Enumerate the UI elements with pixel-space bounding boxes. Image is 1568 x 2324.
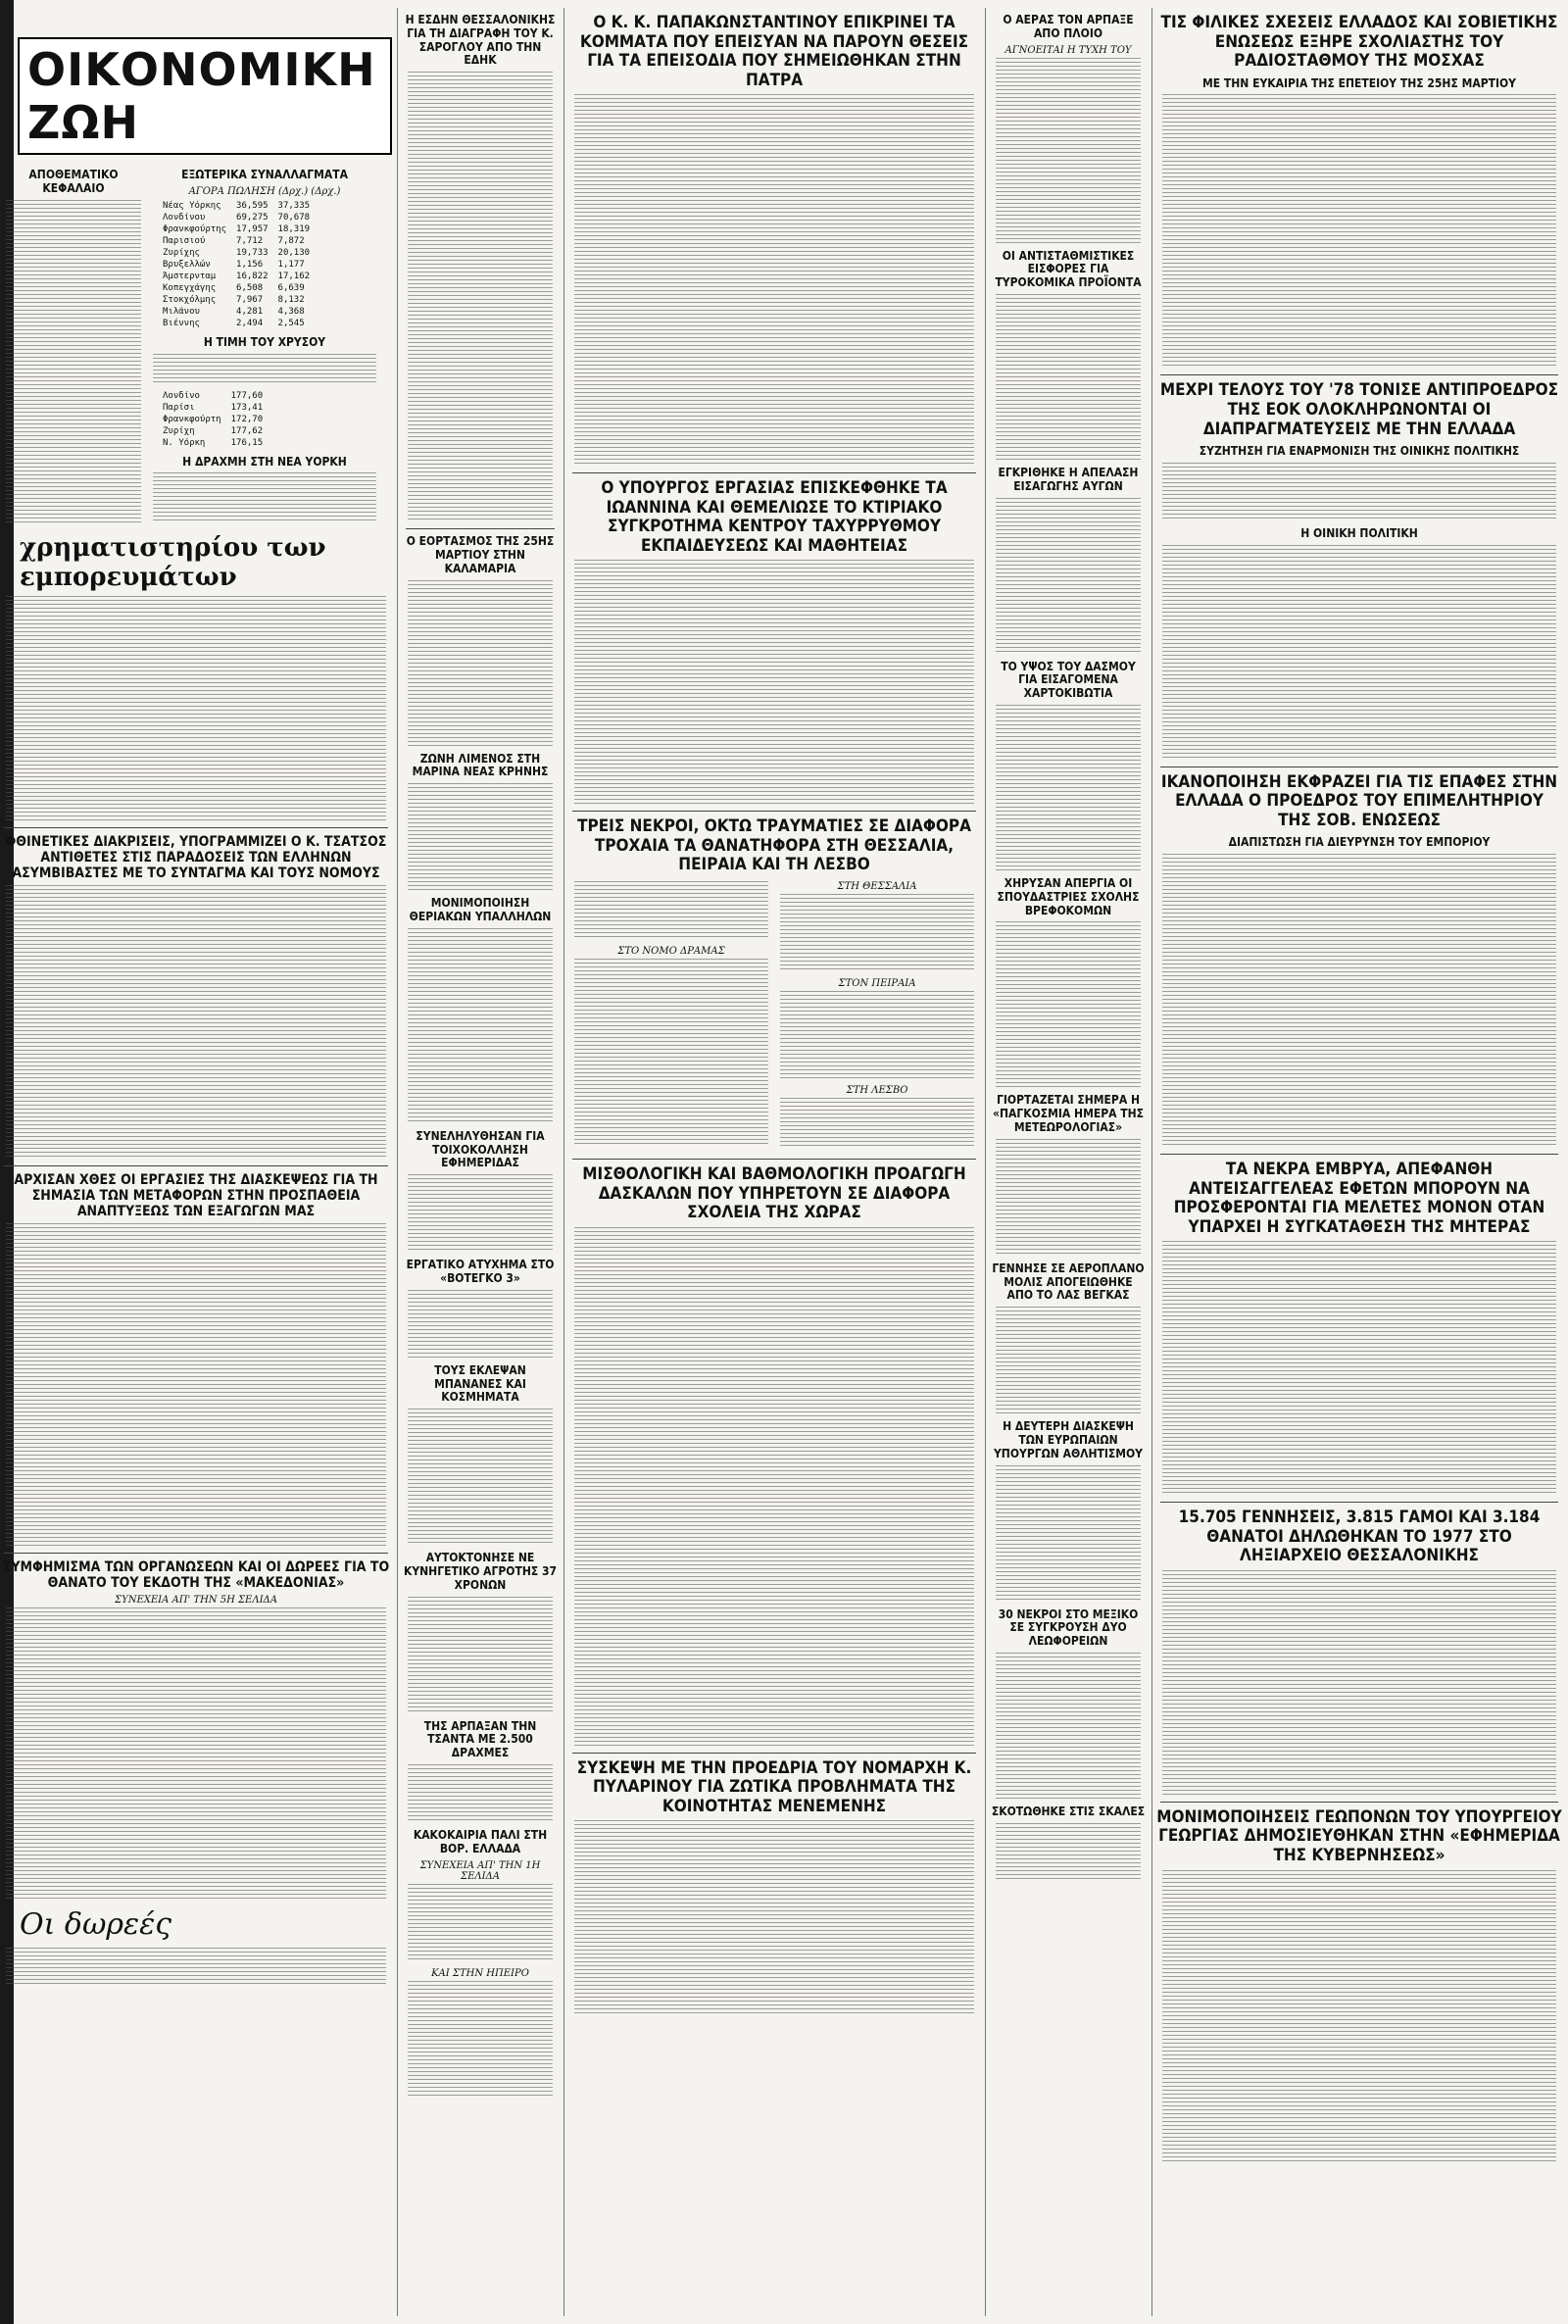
weather-epirus-text [408, 1981, 553, 2099]
exchange-row-cell: 17,162 [277, 271, 311, 281]
gold-row-cell: Λονδίνο [163, 390, 200, 401]
menemeni-text [574, 1820, 974, 2016]
gold-table [157, 389, 269, 450]
mexico-headline: 30 ΝΕΚΡΟΙ ΣΤΟ ΜΕΞΙΚΟ ΣΕ ΣΥΓΚΡΟΥΣΗ ΔΥΟ ΛΕΩΦΟΡΕΙΩΝ [998, 1607, 1139, 1649]
march25-text [408, 580, 553, 747]
gold-row-cell: 173,41 [230, 402, 264, 413]
gold-row-cell: Ζυρίχη [163, 425, 195, 436]
commodities-heading: χρηματιστηρίου των εμπορευμάτων [20, 532, 326, 592]
exchange-row-cell: Νέας Υόρκης [163, 200, 221, 211]
sports-ministers-text [996, 1465, 1141, 1603]
cheese-headline: ΟΙ ΑΝΤΙΣΤΑΘΜΙΣΤΙΚΕΣ ΕΙΣΦΟΡΕΣ ΓΙΑ ΤΥΡΟΚΟΜΙΚΑ ΠΡΟΪΟΝΤΑ [995, 248, 1142, 290]
eec-sub: ΣΥΖΗΤΗΣΗ ΓΙΑ ΕΝΑΡΜΟΝΙΣΗ ΤΗΣ ΟΙΝΙΚΗΣ ΠΟΛΙΤΙΚΗΣ [1199, 444, 1520, 459]
exchange-row-cell: 16,822 [236, 271, 269, 281]
papakonstantinou-text [574, 94, 974, 467]
conference-headline: ΑΡΧΙΣΑΝ ΧΘΕΣ ΟΙ ΕΡΓΑΣΙΕΣ ΤΗΣ ΔΙΑΣΚΕΨΕΩΣ ΓΙΑ ΤΗ ΣΗΜΑΣΙΑ ΤΩΝ ΜΕΤΑΦΟΡΩΝ ΣΤΗΝ ΠΡΟΣΠΑΘΕΙΑ ΑΝΑΠΤΥΞΕΩΣ ΤΩΝ ΕΞΑΓΩΓΩΝ ΜΑΣ [14, 1171, 378, 1220]
sub-thessalia: ΣΤΗ ΘΕΣΣΑΛΙΑ [837, 881, 917, 893]
exchange-row [159, 201, 314, 211]
weather-continued: ΣΥΝΕΧΕΙΑ ΑΠ' ΤΗΝ 1Η ΣΕΛΙΔΑ [419, 1859, 541, 1882]
exchange-row-cell: 6,639 [277, 282, 305, 293]
exchange-row-cell: 18,319 [277, 223, 311, 234]
exchange-row-cell: 20,130 [277, 247, 311, 258]
exchange-row-cell: Άμστερνταμ [163, 271, 217, 281]
bananas-headline: ΤΟΥΣ ΕΚΛΕΨΑΝ ΜΠΑΝΑΝΕΣ ΚΑΙ ΚΟΣΜΗΜΑΤΑ [434, 1362, 526, 1405]
weather-headline: ΚΑΚΟΚΑΙΡΙΑ ΠΑΛΙ ΣΤΗ ΒΟΡ. ΕΛΛΑΔΑ [413, 1827, 548, 1855]
exchange-row-cell: 4,281 [236, 306, 264, 317]
cartons-text [996, 705, 1141, 871]
exchange-row-cell: 2,545 [277, 318, 305, 328]
exchange-row-cell: Ζυρίχης [163, 247, 200, 258]
exchange-row [159, 272, 314, 281]
cheese-text [996, 294, 1141, 461]
column-international [1156, 8, 1562, 2316]
accidents-intro [574, 881, 768, 940]
bag-headline: ΤΗΣ ΑΡΠΑΞΑΝ ΤΗΝ ΤΣΑΝΤΑ ΜΕ 2.500 ΔΡΑΧΜΕΣ [423, 1718, 537, 1760]
sports-ministers-headline: Η ΔΕΥΤΕΡΗ ΔΙΑΣΚΕΨΗ ΤΩΝ ΕΥΡΩΠΑΙΩΝ ΥΠΟΥΡΓΩΝ ΑΘΛΗΤΙΣΜΟΥ [993, 1419, 1143, 1460]
suicide-text [408, 1597, 553, 1714]
menemeni-headline: ΣΥΣΚΕΨΗ ΜΕ ΤΗΝ ΠΡΟΕΔΡΙΑ ΤΟΥ ΝΟΜΑΡΧΗ Κ. ΠΥΛΑΡΙΝΟΥ ΓΙΑ ΖΩΤΙΚΑ ΠΡΟΒΛΗΜΑΤΑ ΤΗΣ ΚΟΙΝΟΤΗΤΑΣ ΜΕΝΕΜΕΝΗΣ [576, 1757, 972, 1816]
donations-headline: ΣΥΜΦΗΜΙΣΜΑ ΤΩΝ ΟΡΓΑΝΩΣΕΩΝ ΚΑΙ ΟΙ ΔΩΡΕΕΣ ΓΙΑ ΤΟ ΘΑΝΑΤΟ ΤΟΥ ΕΚΔΟΤΗ ΤΗΣ «ΜΑΚΕΔΟΝΙΑΣ» [2, 1559, 390, 1592]
embryos-headline: ΤΑ ΝΕΚΡΑ ΕΜΒΡΥΑ, ΑΠΕΦΑΝΘΗ ΑΝΤΕΙΣΑΓΓΕΛΕΑΣ ΕΦΕΤΩΝ ΜΠΟΡΟΥΝ ΝΑ ΠΡΟΣΦΕΡΟΝΤΑΙ ΓΙΑ ΜΕΛΕΤΕΣ ΜΟΝΟΝ ΟΤΑΝ ΥΠΑΡΧΕΙ Η ΣΥΓΚΑΤΑΘΕΣΗ ΤΗΣ ΜΗΤΕΡΑΣ [1173, 1160, 1545, 1237]
gold-text [153, 354, 376, 383]
reserve-text [6, 200, 141, 523]
wind-ship-sub: ΑΓΝΟΕΙΤΑΙ Η ΤΥΧΗ ΤΟΥ [1004, 44, 1132, 56]
strike-headline: ΧΗΡΥΣΑΝ ΑΠΕΡΓΙΑ ΟΙ ΣΠΟΥΔΑΣΤΡΙΕΣ ΣΧΟΛΗΣ ΒΡΕΦΟΚΟΜΩΝ [997, 875, 1140, 917]
exchange-subheading: ΑΓΟΡΑ ΠΩΛΗΣΗ (Δρχ.) (Δρχ.) [188, 185, 341, 197]
port-zone-headline: ΖΩΝΗ ΛΙΜΕΝΟΣ ΣΤΗ ΜΑΡΙΝΑ ΝΕΑΣ ΚΡΗΝΗΣ [412, 751, 549, 779]
wind-ship-text [996, 58, 1141, 244]
wind-ship-headline: Ο ΑΕΡΑΣ ΤΟΝ ΑΡΠΑΞΕ ΑΠΟ ΠΛΟΙΟ [1003, 13, 1134, 40]
posting-headline: ΣΥΝΕΛΗΛΥΘΗΣΑΝ ΓΙΑ ΤΟΙΧΟΚΟΛΛΗΣΗ ΕΦΗΜΕΡΙΔΑΣ [416, 1128, 545, 1170]
exchange-row [159, 224, 314, 234]
column-local [402, 8, 559, 2316]
gold-row [159, 415, 267, 424]
gold-row-cell: 172,70 [230, 414, 264, 424]
exchange-row-cell: 70,678 [277, 212, 311, 223]
column-briefs [990, 8, 1147, 2316]
soviet-chamber-text [1162, 854, 1556, 1148]
weather-epirus: ΚΑΙ ΣΤΗΝ ΗΠΕΙΡΟ [431, 1967, 529, 1979]
eec-headline: ΜΕΧΡΙ ΤΕΛΟΥΣ ΤΟΥ '78 ΤΟΝΙΣΕ ΑΝΤΙΠΡΟΕΔΡΟΣ ΤΗΣ ΕΟΚ ΟΛΟΚΛΗΡΩΝΟΝΤΑΙ ΟΙ ΔΙΑΠΡΑΓΜΑΤΕΥΣΕΙΣ ΜΕ ΤΗΝ ΕΛΛΑΔΑ [1159, 380, 1559, 439]
donations-script: Οι δωρεές [20, 1907, 172, 1943]
teachers-text [574, 1227, 974, 1747]
wine-policy-heading: Η ΟΙΝΙΚΗ ΠΟΛΙΤΙΚΗ [1300, 525, 1418, 540]
weather-text [408, 1884, 553, 1962]
soviet-relations-text [1162, 94, 1556, 369]
traffic-accidents-headline: ΤΡΕΙΣ ΝΕΚΡΟΙ, ΟΚΤΩ ΤΡΑΥΜΑΤΙΕΣ ΣΕ ΔΙΑΦΟΡΑ ΤΡΟΧΑΙΑ ΤΑ ΘΑΝΑΤΗΦΟΡΑ ΣΤΗ ΘΕΣΣΑΛΙΑ, ΠΕΙΡΑΙΑ ΚΑΙ ΤΗ ΛΕΣΒΟ [577, 816, 971, 875]
agronomists-text [1162, 1870, 1556, 2164]
exchange-heading: ΕΞΩΤΕΡΙΚΑ ΣΥΝΑΛΛΑΓΜΑΤΑ [181, 168, 348, 181]
gold-row-cell: 176,15 [230, 437, 264, 448]
exchange-row-cell: Φρανκφούρτης [163, 223, 227, 234]
births-text [1162, 1570, 1556, 1796]
exchange-row-cell: 8,132 [277, 294, 305, 305]
gold-heading: Η ΤΙΜΗ ΤΟΥ ΧΡΥΣΟΥ [203, 334, 326, 349]
bag-text [408, 1764, 553, 1823]
drachma-heading: Η ΔΡΑΧΜΗ ΣΤΗ ΝΕΑ ΥΟΡΚΗ [182, 454, 347, 469]
eec-text [1162, 463, 1556, 521]
exchange-row [159, 260, 314, 270]
eggs-text [996, 498, 1141, 655]
agronomists-headline: ΜΟΝΙΜΟΠΟΙΗΣΕΙΣ ΓΕΩΠΟΝΩΝ ΤΟΥ ΥΠΟΥΡΓΕΙΟΥ ΓΕΩΡΓΙΑΣ ΔΗΜΟΣΙΕΥΘΗΚΑΝ ΣΤΗΝ «ΕΦΗΜΕΡΙΔΑ ΤΗΣ ΚΥΒΕΡΝΗΣΕΩΣ» [1156, 1806, 1562, 1866]
gold-row [159, 403, 267, 413]
soviet-chamber-sub: ΔΙΑΠΙΣΤΩΣΗ ΓΙΑ ΔΙΕΥΡΥΝΣΗ ΤΟΥ ΕΜΠΟΡΙΟΥ [1228, 835, 1491, 850]
therapeutic-headline: ΜΟΝΙΜΟΠΟΙΗΣΗ ΘΕΡΙΑΚΩΝ ΥΠΑΛΛΗΛΩΝ [409, 896, 552, 923]
gold-row-cell: Φρανκφούρτη [163, 414, 221, 424]
conference-text [6, 1223, 386, 1547]
donations-tail [6, 1948, 386, 1987]
reserve-heading: ΑΠΟΘΕΜΑΤΙΚΟ ΚΕΦΑΛΑΙΟ [28, 168, 119, 195]
exchange-row [159, 283, 314, 293]
exchange-row-cell: Βρυξελλών [163, 259, 211, 270]
gold-row [159, 438, 267, 448]
airplane-birth-text [996, 1307, 1141, 1414]
soviet-relations-sub: ΜΕ ΤΗΝ ΕΥΚΑΙΡΙΑ ΤΗΣ ΕΠΕΤΕΙΟΥ ΤΗΣ 25ΗΣ ΜΑΡΤΙΟΥ [1202, 75, 1516, 90]
eggs-headline: ΕΓΚΡΙΘΗΚΕ Η ΑΠΕΛΑΣΗ ΕΙΣΑΓΩΓΗΣ ΑΥΓΩΝ [998, 465, 1139, 493]
drachma-text [153, 472, 376, 521]
gold-row-cell: 177,60 [230, 390, 264, 401]
mexico-text [996, 1653, 1141, 1800]
exchange-row-cell: 7,712 [236, 235, 264, 246]
accident-headline: ΕΡΓΑΤΙΚΟ ΑΤΥΧΗΜΑ ΣΤΟ «ΒΟΤΕΓΚΟ 3» [406, 1258, 555, 1285]
papakonstantinou-headline: Ο Κ. Κ. ΠΑΠΑΚΩΝΣΤΑΝΤΙΝΟΥ ΕΠΙΚΡΙΝΕΙ ΤΑ ΚΟΜΜΑΤΑ ΠΟΥ ΕΠΕΙΣΥΑΝ ΝΑ ΠΑΡΟΥΝ ΘΕΣΕΙΣ ΓΙΑ ΤΑ ΕΠΕΙΣΟΔΙΑ ΠΟΥ ΣΗΜΕΙΩΘΗΚΑΝ ΣΤΗΝ ΠΑΤΡΑ [579, 13, 969, 90]
sub-drama: ΣΤΟ ΝΟΜΟ ΔΡΑΜΑΣ [617, 946, 725, 958]
exchange-row-cell: Στοκχόλμης [163, 294, 217, 305]
tsatsos-text [6, 885, 386, 1160]
meteorology-text [996, 1139, 1141, 1257]
exchange-row-cell: 17,957 [236, 223, 269, 234]
stairs-text [996, 1823, 1141, 1882]
teachers-headline: ΜΙΣΘΟΛΟΓΙΚΗ ΚΑΙ ΒΑΘΜΟΛΟΓΙΚΗ ΠΡΟΑΓΩΓΗ ΔΑΣΚΑΛΩΝ ΠΟΥ ΥΠΗΡΕΤΟΥΝ ΣΕ ΔΙΑΦΟΡΑ ΣΧΟΛΕΙΑ ΤΗΣ ΧΩΡΑΣ [582, 1164, 966, 1223]
bananas-text [408, 1409, 553, 1546]
exchange-row [159, 236, 314, 246]
exchange-row-cell: 6,508 [236, 282, 264, 293]
exchange-row [159, 319, 314, 328]
exchange-row-cell: Παρισιού [163, 235, 206, 246]
exchange-row-cell: Βιέννης [163, 318, 200, 328]
esdin-text [408, 72, 553, 522]
donations-text [6, 1607, 386, 1902]
sub-peiraia: ΣΤΟΝ ΠΕΙΡΑΙΑ [838, 978, 916, 990]
suicide-headline: ΑΥΤΟΚΤΟΝΗΣΕ ΝΕ ΚΥΝΗΓΕΤΙΚΟ ΑΓΡΟΤΗΣ 37 ΧΡΟΝΩΝ [403, 1551, 558, 1592]
embryos-text [1162, 1241, 1556, 1496]
therapeutic-text [408, 928, 553, 1124]
exchange-row-cell: 1,156 [236, 259, 264, 270]
exchange-row [159, 307, 314, 317]
soviet-relations-headline: ΤΙΣ ΦΙΛΙΚΕΣ ΣΧΕΣΕΙΣ ΕΛΛΑΔΟΣ ΚΑΙ ΣΟΒΙΕΤΙΚΗΣ ΕΝΩΣΕΩΣ ΕΞΗΡΕ ΣΧΟΛΙΑΣΤΗΣ ΤΟΥ ΡΑΔΙΟΣΤΑΘΜΟΥ ΤΗΣ ΜΟΣΧΑΣ [1160, 13, 1558, 72]
exchange-row-cell: 4,368 [277, 306, 305, 317]
tsatsos-headline: ΦΘΙΝΕΤΙΚΕΣ ΔΙΑΚΡΙΣΕΙΣ, ΥΠΟΓΡΑΜΜΙΖΕΙ Ο Κ. ΤΣΑΤΣΟΣ ΑΝΤΙΘΕΤΕΣ ΣΤΙΣ ΠΑΡΑΔΟΣΕΙΣ ΤΩΝ ΕΛΛΗΝΩΝ ΑΣΥΜΒΙΒΑΣΤΕΣ ΜΕ ΤΟ ΣΥΝΤΑΓΜΑ ΚΑΙ ΤΟΥΣ ΝΟΜΟΥΣ [5, 833, 387, 881]
exchange-row-cell: 37,335 [277, 200, 311, 211]
esdin-headline: Η ΕΣΔΗΝ ΘΕΣΣΑΛΟΝΙΚΗΣ ΓΙΑ ΤΗ ΔΙΑΓΡΑΦΗ ΤΟΥ Κ. ΣΑΡΟΓΛΟΥ ΑΠΟ ΤΗΝ ΕΔΗΚ [405, 13, 556, 68]
exchange-row-cell: 7,967 [236, 294, 264, 305]
donations-continued: ΣΥΝΕΧΕΙΑ ΑΠ' ΤΗΝ 5Η ΣΕΛΙΔΑ [115, 1595, 277, 1607]
column-economy [0, 8, 392, 2316]
exchange-row-cell: Λονδίνου [163, 212, 206, 223]
exchange-row-cell: Μιλάνου [163, 306, 200, 317]
exchange-row [159, 295, 314, 305]
port-zone-text [408, 783, 553, 891]
exchange-row-cell: 36,595 [236, 200, 269, 211]
exchange-row-cell: 2,494 [236, 318, 264, 328]
exchange-row [159, 213, 314, 223]
births-headline: 15.705 ΓΕΝΝΗΣΕΙΣ, 3.815 ΓΑΜΟΙ ΚΑΙ 3.184 ΘΑΝΑΤΟΙ ΔΗΛΩΘΗΚΑΝ ΤΟ 1977 ΣΤΟ ΛΗΞΙΑΡΧΕΙΟ ΘΕΣΣΑΛΟΝΙΚΗΣ [1178, 1508, 1541, 1566]
column-main [568, 8, 980, 2316]
posting-text [408, 1174, 553, 1253]
lesvo-text [780, 1098, 974, 1147]
exchange-row-cell: 7,872 [277, 235, 305, 246]
march25-headline: Ο ΕΟΡΤΑΣΜΟΣ ΤΗΣ 25ΗΣ ΜΑΡΤΙΟΥ ΣΤΗΝ ΚΑΛΑΜΑΡΙΑ [406, 534, 555, 575]
drama-text [574, 959, 768, 1145]
labour-minister-headline: Ο ΥΠΟΥΡΓΟΣ ΕΡΓΑΣΙΑΣ ΕΠΙΣΚΕΦΘΗΚΕ ΤΑ ΙΩΑΝΝΙΝΑ ΚΑΙ ΘΕΜΕΛΙΩΣΕ ΤΟ ΚΤΙΡΙΑΚΟ ΣΥΓΚΡΟΤΗΜΑ ΚΕΝΤΡΟΥ ΤΑΧΥΡΡΥΘΜΟΥ ΕΚΠΑΙΔΕΥΣΕΩΣ ΚΑΙ ΜΑΘΗΤΕΙΑΣ [601, 478, 948, 556]
soviet-chamber-headline: ΙΚΑΝΟΠΟΙΗΣΗ ΕΚΦΡΑΖΕΙ ΓΙΑ ΤΙΣ ΕΠΑΦΕΣ ΣΤΗΝ ΕΛΛΑΔΑ Ο ΠΡΟΕΔΡΟΣ ΤΟΥ ΕΠΙΜΕΛΗΤΗΡΙΟΥ ΤΗΣ ΣΟΒ. ΕΝΩΣΕΩΣ [1160, 771, 1558, 830]
accident-text [408, 1290, 553, 1359]
strike-text [996, 921, 1141, 1088]
exchange-row-cell: 69,275 [236, 212, 269, 223]
commodities-text [6, 596, 386, 821]
sub-lesvo: ΣΤΗ ΛΕΣΒΟ [846, 1085, 908, 1097]
labour-minister-text [574, 560, 974, 805]
gold-row [159, 426, 267, 436]
section-title: ΟΙΚΟΝΟΜΙΚΗ ΖΩΗ [27, 43, 376, 149]
exchange-row-cell: 19,733 [236, 247, 269, 258]
peiraia-text [780, 991, 974, 1079]
wine-policy-text [1162, 545, 1556, 761]
exchange-table [157, 199, 316, 330]
gold-row-cell: Ν. Υόρκη [163, 437, 206, 448]
stairs-headline: ΣΚΟΤΩΘΗΚΕ ΣΤΙΣ ΣΚΑΛΕΣ [991, 1804, 1146, 1818]
gold-row-cell: Παρίσι [163, 402, 195, 413]
gold-row [159, 391, 267, 401]
exchange-row [159, 248, 314, 258]
thessalia-text [780, 894, 974, 972]
meteorology-headline: ΓΙΟΡΤΑΖΕΤΑΙ ΣΗΜΕΡΑ Η «ΠΑΓΚΟΣΜΙΑ ΗΜΕΡΑ ΤΗΣ ΜΕΤΕΩΡΟΛΟΓΙΑΣ» [993, 1093, 1144, 1134]
airplane-birth-headline: ΓΕΝΝΗΣΕ ΣΕ ΑΕΡΟΠΛΑΝΟ ΜΟΛΙΣ ΑΠΟΓΕΙΩΘΗΚΕ ΑΠΟ ΤΟ ΛΑΣ ΒΕΓΚΑΣ [992, 1261, 1145, 1303]
exchange-row-cell: 1,177 [277, 259, 305, 270]
exchange-row-cell: Κοπεγχάγης [163, 282, 217, 293]
cartons-headline: ΤΟ ΥΨΟΣ ΤΟΥ ΔΑΣΜΟΥ ΓΙΑ ΕΙΣΑΓΟΜΕΝΑ ΧΑΡΤΟΚΙΒΩΤΙΑ [1001, 659, 1136, 701]
gold-row-cell: 177,62 [230, 425, 264, 436]
section-masthead [18, 37, 392, 155]
